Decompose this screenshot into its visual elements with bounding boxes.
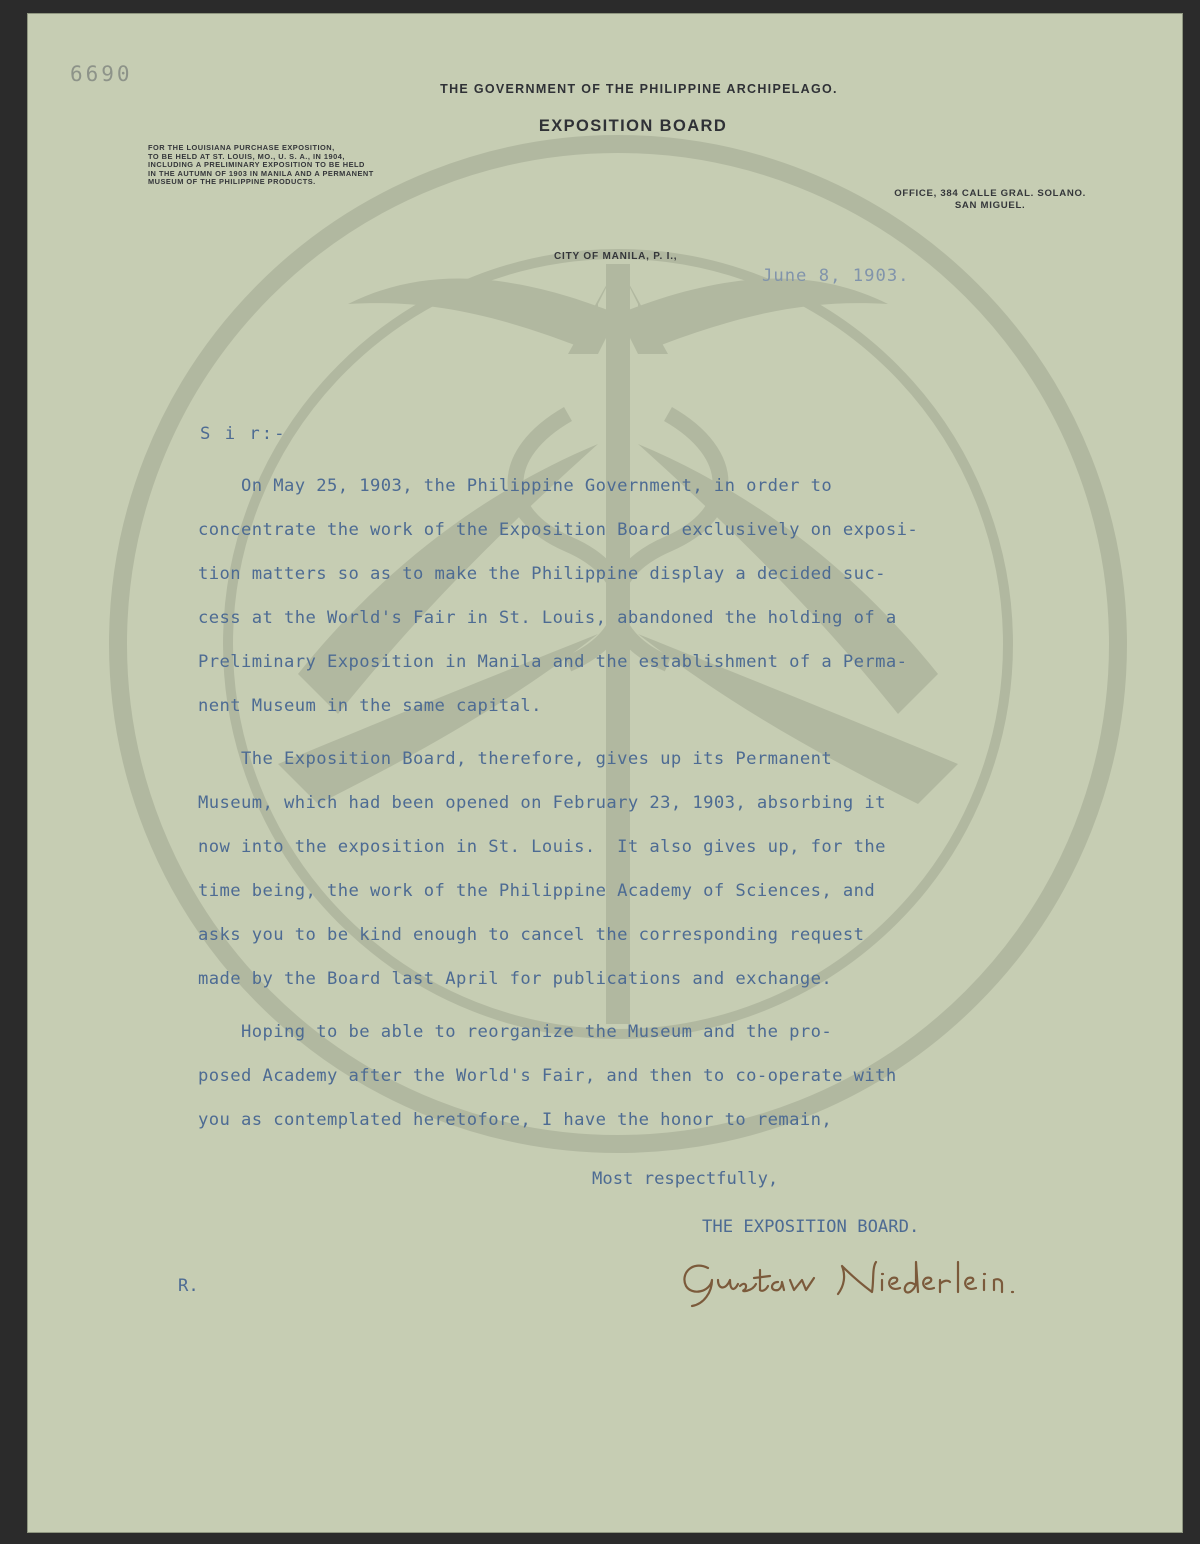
office-line: OFFICE, 384 CALLE GRAL. SOLANO. [894, 188, 1086, 199]
purpose-line: TO BE HELD AT ST. LOUIS, MO., U. S. A., IN 1904, [148, 151, 345, 161]
handwritten-signature [674, 1252, 1034, 1308]
purpose-statement [148, 144, 488, 187]
office-address [894, 188, 1086, 212]
typist-initial: R. [178, 1276, 199, 1296]
purpose-line: MUSEUM OF THE PHILIPPINE PRODUCTS. [148, 177, 316, 187]
body-line: tion matters so as to make the Philippine display a decided suc- [198, 564, 886, 584]
body-line: you as contemplated heretofore, I have the honor to remain, [198, 1110, 833, 1130]
body-line: Hoping to be able to reorganize the Museum and the pro- [198, 1022, 833, 1042]
body-line: The Exposition Board, therefore, gives up its Permanent [198, 749, 833, 769]
purpose-line: FOR THE LOUISIANA PURCHASE EXPOSITION, [148, 143, 335, 152]
letter-sheet [28, 14, 1182, 1532]
body-line: concentrate the work of the Exposition Board exclusively on exposi- [198, 520, 919, 540]
body-line: time being, the work of the Philippine Academy of Sciences, and [198, 881, 876, 901]
body-line: Preliminary Exposition in Manila and the establishment of a Perma- [198, 652, 908, 672]
body-line: posed Academy after the World's Fair, and then to co-operate with [198, 1066, 897, 1086]
salutation: S i r:- [200, 424, 287, 444]
body-line: Museum, which had been opened on February 23, 1903, absorbing it [198, 793, 886, 813]
body-line: nent Museum in the same capital. [198, 696, 542, 716]
city-line: CITY OF MANILA, P. I., [554, 251, 678, 262]
archive-number: 6690 [70, 62, 133, 86]
letter-date: June 8, 1903. [762, 266, 910, 286]
body-line: cess at the World's Fair in St. Louis, abandoned the holding of a [198, 608, 897, 628]
office-line: SAN MIGUEL. [954, 200, 1026, 211]
body-line: asks you to be kind enough to cancel the corresponding request [198, 925, 865, 945]
body-line: now into the exposition in St. Louis. It also gives up, for the [198, 837, 886, 857]
body-line: On May 25, 1903, the Philippine Government, in order to [198, 476, 833, 496]
government-heading: THE GOVERNMENT OF THE PHILIPPINE ARCHIPELAGO. [440, 82, 838, 96]
closing-signatory: THE EXPOSITION BOARD. [702, 1217, 920, 1237]
body-line: made by the Board last April for publications and exchange. [198, 969, 833, 989]
closing: Most respectfully, [592, 1169, 779, 1189]
purpose-line: IN THE AUTUMN OF 1903 IN MANILA AND A PERMANENT [148, 168, 374, 178]
watermark-seal [98, 114, 1138, 1174]
board-heading: EXPOSITION BOARD [538, 117, 728, 135]
purpose-line: INCLUDING A PRELIMINARY EXPOSITION TO BE HELD [148, 160, 365, 170]
